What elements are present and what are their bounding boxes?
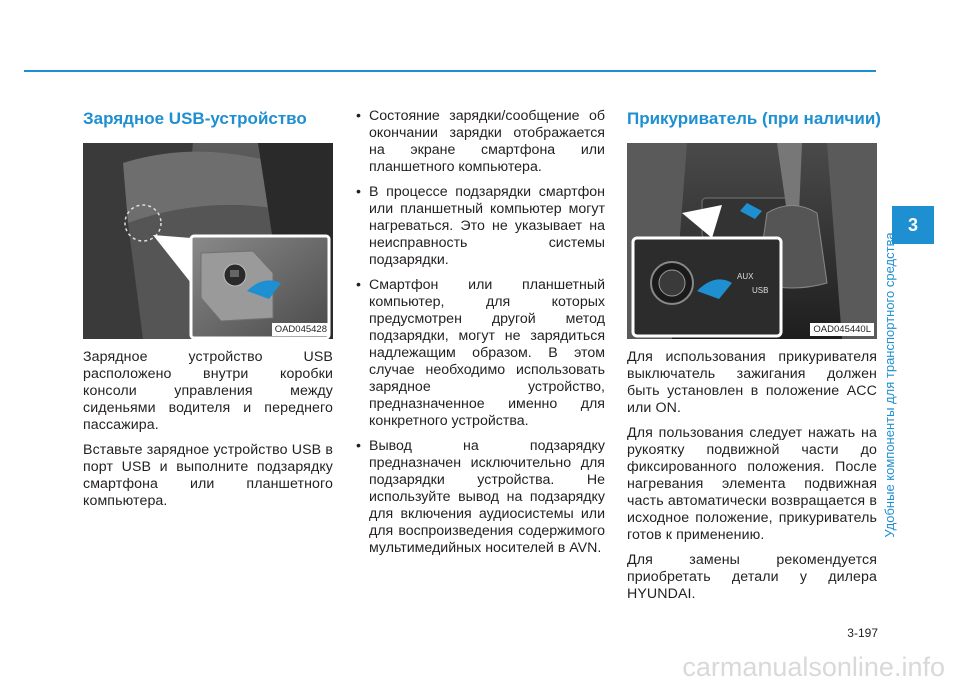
- usb-port-label: USB: [752, 286, 769, 295]
- note-text: В процессе подзарядки смартфон или планшетный компьютер могут нагреваться. Это не указывает на неисправность системы подзарядки.: [369, 184, 605, 268]
- usb-section-title: Зарядное USB-устройство: [83, 109, 307, 128]
- aux-port-label: AUX: [737, 272, 754, 281]
- note-text: Смартфон или планшетный компьютер, для которых предусмотрен другой метод подзарядки, могут не зарядиться надлежащим образом. В этом случае необходимо использовать зарядное устройство, предназначенное именно для конкретного устройства.: [369, 277, 605, 429]
- watermark: carmanualsonline.info: [682, 652, 945, 682]
- bullet-icon: •: [356, 108, 361, 124]
- lighter-figure-code: OAD045440L: [810, 323, 874, 336]
- usb-console-illustration: [83, 143, 333, 339]
- usb-figure: [83, 143, 333, 339]
- lighter-paragraph: Для использования прикуривателя выключатель зажигания должен быть установлен в положение ACC или ON.: [627, 349, 877, 416]
- page-number: 3-197: [847, 626, 878, 640]
- usb-paragraph: Зарядное устройство USB расположено внутри коробки консоли управления между сиденьями водителя и переднего пассажира.: [83, 349, 333, 433]
- list-item: [355, 108, 605, 176]
- lighter-figure: [627, 143, 877, 339]
- usb-notes-list: [355, 108, 605, 557]
- lighter-illustration: [627, 143, 877, 339]
- lighter-section-title: Прикуриватель (при наличии): [627, 109, 881, 128]
- header-rule: [24, 70, 876, 72]
- list-item: [355, 184, 605, 269]
- lighter-section: [627, 108, 881, 611]
- bullet-icon: •: [356, 438, 361, 454]
- usb-paragraph: Вставьте зарядное устройство USB в порт USB и выполните подзарядку смартфона или планшетного компьютера.: [83, 442, 333, 509]
- usb-notes-section: [355, 108, 605, 565]
- usb-figure-code: OAD045428: [272, 323, 330, 336]
- chapter-title-vertical: Удобные компоненты для транспортного средства: [882, 232, 897, 538]
- lighter-paragraph: Для пользования следует нажать на рукоятку подвижной части до фиксированного положения. После нагревания элемента подвижная часть автоматически возвращается в исходное положение, прикуриватель готов к применению.: [627, 425, 877, 543]
- note-text: Состояние зарядки/сообщение об окончании зарядки отображается на экране смартфона или планшетного компьютера.: [369, 108, 605, 175]
- lighter-paragraph: Для замены рекомендуется приобретать детали у дилера HYUNDAI.: [627, 552, 877, 602]
- list-item: [355, 277, 605, 430]
- usb-charger-section: [83, 108, 333, 518]
- bullet-icon: •: [356, 184, 361, 200]
- bullet-icon: •: [356, 277, 361, 293]
- note-text: Вывод на подзарядку предназначен исключительно для подзарядки устройства. Не используйте вывод на подзарядку для включения аудиосистемы или для воспроизведения содержимого мультимедийных носителей в AVN.: [369, 438, 605, 556]
- chapter-number-tab: 3: [892, 206, 934, 244]
- list-item: [355, 438, 605, 557]
